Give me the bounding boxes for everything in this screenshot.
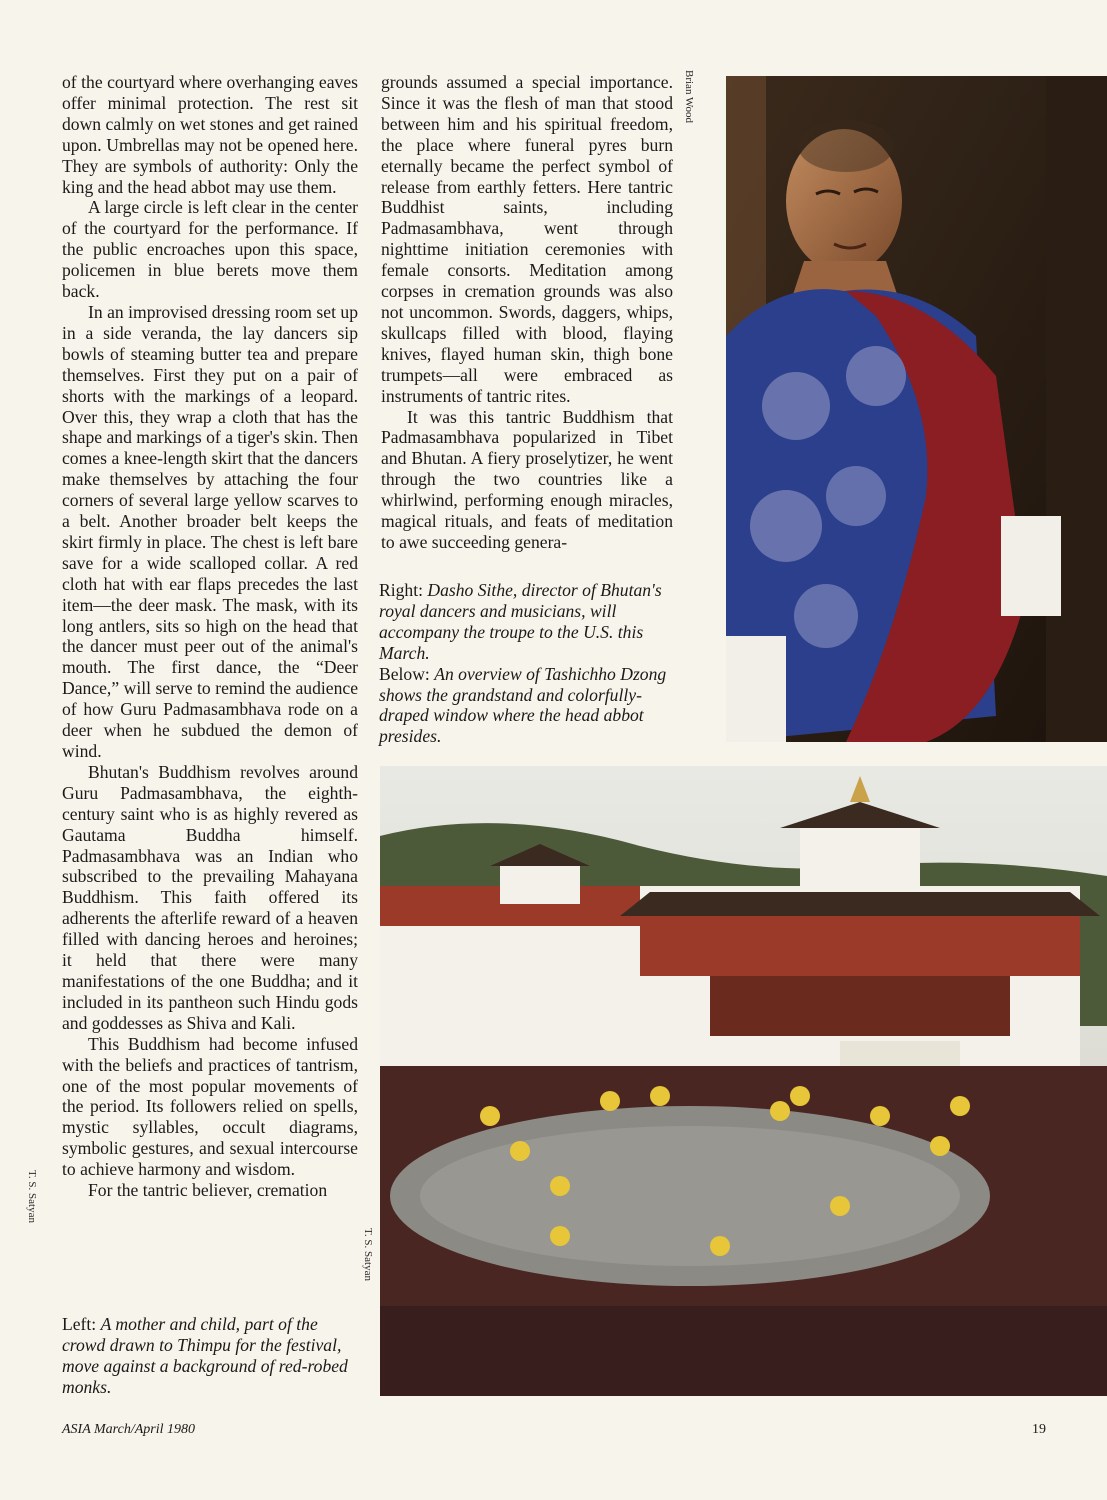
caption-body: An overview of Tashichho Dzong shows the grandstand and colorfully-draped window where the head abbot presides. (379, 663, 667, 747)
paragraph: This Buddhism had become infused with the beliefs and practices of tantrism, one of the most popular movements of the period. Its followers relied on spells, mystic syllables, occult diagrams, symbolic gestures, and sexual intercourse to achieve harmony and wisdom. (62, 1033, 358, 1180)
page-number: 19 (1032, 1422, 1046, 1437)
paragraph: In an improvised dressing room set up in a side veranda, the lay dancers sip bowls of steaming butter tea and prepare themselves. First they put on a pair of shorts with the markings of a leopard. Over this, they wrap a cloth that has the shape and markings of a tiger's skin. Then comes a knee-length skirt that the dancers make themselves by attaching the four corners of several large yellow scarves to a belt. Another broader belt keeps the skirt firmly in place. The chest is left bare save for a wide scalloped collar. A red cloth hat with ear flaps precedes the last item—the deer mask. The mask, with its long antlers, sits so high on the head that the dancer must peer out of the animal's mouth. The first dance, the “Deer Dance,” will serve to remind the audience of how Guru Padmasambhava rode on a deer when he subdued the demon of wind. (62, 301, 359, 761)
paragraph: It was this tantric Buddhism that Padmasambhava popularized in Tibet and Bhutan. A fiery proselytizer, he went through the two countries like a whirlwind, performing enough miracles, magical rituals, and feats of meditation to awe succeeding genera- (381, 406, 673, 552)
caption-body: A mother and child, part of the crowd drawn to Thimpu for the festival, move against a background of red-robed monks. (62, 1314, 348, 1397)
dzong-courtyard-photo (380, 766, 1107, 1396)
caption-body: Dasho Sithe, director of Bhutan's royal dancers and musicians, will accompany the troupe to the U.S. this March. (379, 580, 662, 663)
caption-left-photo (62, 1314, 358, 1398)
caption-lead: Left: (62, 1314, 97, 1334)
photo-credit: T. S. Satyan (362, 1228, 374, 1281)
paragraph: grounds assumed a special importance. Since it was the flesh of man that stood between him and his spiritual freedom, the place where funeral pyres burn eternally became the perfect symbol of release from earthly fetters. Here tantric Buddhist saints, including Padmasambhava, went through nighttime initiation ceremonies with female consorts. Meditation among corpses in cremation grounds was also not uncommon. Swords, daggers, whips, skullcaps filled with blood, flaying knives, flayed human skin, thigh bone trumpets—all were embraced as instruments of tantric rites. (381, 72, 673, 406)
photo-credit: T. S. Satyan (26, 1170, 38, 1223)
portrait-illustration (726, 76, 1107, 742)
caption-lead: Right: (379, 580, 423, 600)
article-column-left (62, 72, 358, 1201)
photo-credit: Brian Wood (683, 70, 695, 123)
caption-lead: Below: (379, 663, 430, 684)
paragraph: For the tantric believer, cremation (88, 1180, 328, 1201)
paragraph: A large circle is left clear in the center of the courtyard for the performance. If the public encroaches upon this space, policemen in blue berets move them back. (62, 197, 358, 302)
portrait-photo (726, 76, 1107, 742)
dzong-illustration (380, 766, 1107, 1396)
paragraph: Bhutan's Buddhism revolves around Guru Padmasambhava, the eighth-century saint who is as highly revered as Gautama Buddha himself. Padmasambhava was an Indian who subscribed to the prevailing Mahayana Buddhism. This faith offered its adherents the afterlife reward of a heaven filled with dancing heroes and heroines; it held that there were many manifestations of the one Buddha; and it included in its pantheon such Hindu gods and goddesses as Shiva and Kali. (62, 761, 358, 1033)
paragraph: of the courtyard where overhanging eaves offer minimal protection. The rest sit down calmly on wet stones and get rained upon. Umbrellas may not be opened here. They are symbols of authority: Only the king and the head abbot may use them. (62, 72, 358, 197)
caption-photos (379, 580, 679, 747)
article-column-middle (381, 72, 673, 553)
footer-issue: ASIA March/April 1980 (62, 1422, 195, 1437)
